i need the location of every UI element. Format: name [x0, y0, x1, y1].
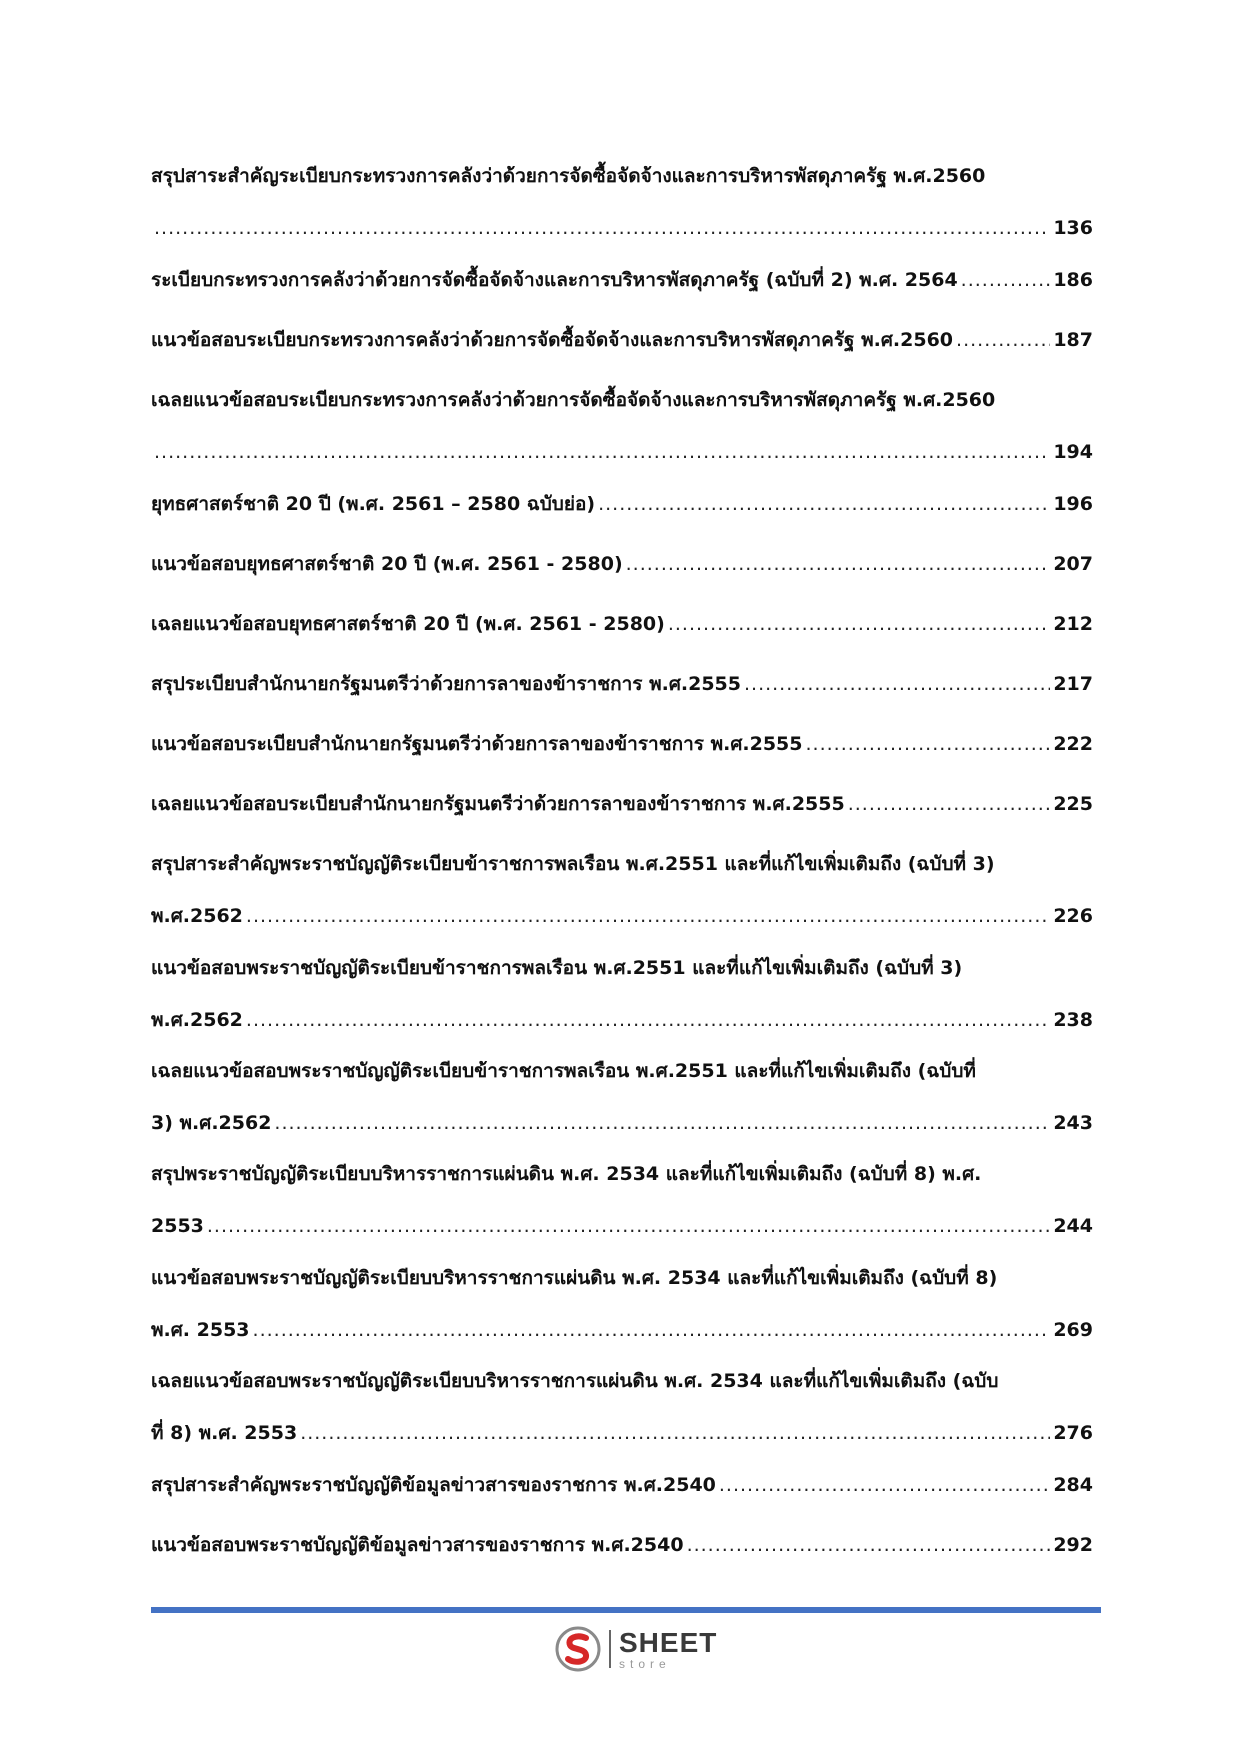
sheet-store-logo: [555, 1625, 717, 1673]
toc-page-number: 284: [1053, 1474, 1093, 1496]
dot-leader: [207, 1200, 1050, 1252]
toc-entry-text: แนวข้อสอบพระราชบัญญัติข้อมูลข่าวสารของราชการ พ.ศ.2540: [151, 1534, 684, 1556]
toc-entry-title: เฉลยแนวข้อสอบระเบียบกระทรวงการคลังว่าด้วยการจัดซื้อจัดจ้างและการบริหารพัสดุภาครัฐ พ.ศ.2560: [151, 389, 996, 411]
dot-leader: [154, 202, 1050, 254]
toc-entry[interactable]: [151, 1148, 1093, 1252]
toc-entry[interactable]: [151, 314, 1093, 366]
toc-entry-title: สรุปพระราชบัญญัติระเบียบบริหารราชการแผ่นดิน พ.ศ. 2534 และที่แก้ไขเพิ่มเติมถึง (ฉบับที่ 8) พ.ศ.: [151, 1163, 982, 1185]
toc-entry[interactable]: [151, 254, 1093, 306]
toc-page-number: 225: [1053, 793, 1093, 815]
dot-leader: [848, 778, 1051, 830]
dot-leader: [300, 1407, 1050, 1459]
dot-leader: [246, 890, 1050, 942]
toc-entry[interactable]: [151, 478, 1093, 530]
toc-entry-title: แนวข้อสอบพระราชบัญญัติระเบียบบริหารราชการแผ่นดิน พ.ศ. 2534 และที่แก้ไขเพิ่มเติมถึง (ฉบับที่ 8): [151, 1267, 998, 1289]
toc-page-number: 292: [1053, 1534, 1093, 1556]
dot-leader: [744, 658, 1050, 710]
toc-entry[interactable]: [151, 150, 1093, 254]
toc-entry-title: เฉลยแนวข้อสอบพระราชบัญญัติระเบียบบริหารราชการแผ่นดิน พ.ศ. 2534 และที่แก้ไขเพิ่มเติมถึง (ฉบับ: [151, 1370, 999, 1392]
logo-brand-text: SHEET: [619, 1626, 718, 1658]
toc-entry-title: เฉลยแนวข้อสอบพระราชบัญญัติระเบียบข้าราชการพลเรือน พ.ศ.2551 และที่แก้ไขเพิ่มเติมถึง (ฉบับที่: [151, 1060, 976, 1082]
dot-leader: [956, 314, 1050, 366]
footer-rule: [151, 1607, 1101, 1613]
toc-entry-text: เฉลยแนวข้อสอบยุทธศาสตร์ชาติ 20 ปี (พ.ศ. 2561 - 2580): [151, 613, 665, 635]
toc-page-number: 196: [1053, 493, 1093, 515]
toc-page-number: 238: [1053, 1009, 1093, 1031]
toc-entry[interactable]: [151, 838, 1093, 942]
toc-page-number: 222: [1053, 733, 1093, 755]
dot-leader: [961, 254, 1051, 306]
toc-entry-text: พ.ศ.2562: [151, 905, 243, 927]
sheet-store-logo-icon: [555, 1626, 601, 1672]
toc-entry-title: สรุปสาระสำคัญระเบียบกระทรวงการคลังว่าด้วยการจัดซื้อจัดจ้างและการบริหารพัสดุภาครัฐ พ.ศ.2560: [151, 165, 986, 187]
dot-leader: [274, 1097, 1050, 1149]
toc-page-number: 226: [1053, 905, 1093, 927]
toc-entry[interactable]: [151, 942, 1093, 1046]
logo-separator: [609, 1630, 611, 1668]
toc-entry-text: สรุปสาระสำคัญพระราชบัญญัติข้อมูลข่าวสารของราชการ พ.ศ.2540: [151, 1474, 716, 1496]
toc-entry[interactable]: [151, 374, 1093, 478]
toc-entry-title: สรุปสาระสำคัญพระราชบัญญัติระเบียบข้าราชการพลเรือน พ.ศ.2551 และที่แก้ไขเพิ่มเติมถึง (ฉบับที่ 3): [151, 853, 995, 875]
toc-entry-text: แนวข้อสอบยุทธศาสตร์ชาติ 20 ปี (พ.ศ. 2561 - 2580): [151, 553, 623, 575]
dot-leader: [598, 478, 1050, 530]
dot-leader: [806, 718, 1051, 770]
toc-entry-text: พ.ศ. 2553: [151, 1319, 250, 1341]
toc-entry-text: 3) พ.ศ.2562: [151, 1112, 272, 1134]
dot-leader: [253, 1304, 1051, 1356]
toc-page-number: 217: [1053, 673, 1093, 695]
dot-leader: [154, 426, 1050, 478]
toc-entry[interactable]: [151, 598, 1093, 650]
toc-page-number: 136: [1053, 217, 1093, 239]
toc-entry[interactable]: [151, 538, 1093, 590]
toc-page-number: 276: [1053, 1422, 1093, 1444]
toc-entry-text: ยุทธศาสตร์ชาติ 20 ปี (พ.ศ. 2561 – 2580 ฉบับย่อ): [151, 493, 596, 515]
dot-leader: [626, 538, 1051, 590]
toc-entry[interactable]: [151, 1252, 1093, 1356]
toc-entry-text: เฉลยแนวข้อสอบระเบียบสำนักนายกรัฐมนตรีว่าด้วยการลาของข้าราชการ พ.ศ.2555: [151, 793, 845, 815]
toc-entry[interactable]: [151, 778, 1093, 830]
dot-leader: [668, 598, 1050, 650]
toc-entry-text: แนวข้อสอบระเบียบกระทรวงการคลังว่าด้วยการจัดซื้อจัดจ้างและการบริหารพัสดุภาครัฐ พ.ศ.2560: [151, 329, 954, 351]
dot-leader: [246, 994, 1050, 1046]
toc-page-number: 194: [1053, 441, 1093, 463]
toc-entry-title: แนวข้อสอบพระราชบัญญัติระเบียบข้าราชการพลเรือน พ.ศ.2551 และที่แก้ไขเพิ่มเติมถึง (ฉบับที่ 3): [151, 957, 963, 979]
toc-page-number: 269: [1053, 1319, 1093, 1341]
toc-entry-text: ที่ 8) พ.ศ. 2553: [151, 1422, 298, 1444]
toc-entry-text: สรุประเบียบสำนักนายกรัฐมนตรีว่าด้วยการลาของข้าราชการ พ.ศ.2555: [151, 673, 741, 695]
toc-entry-text: แนวข้อสอบระเบียบสำนักนายกรัฐมนตรีว่าด้วยการลาของข้าราชการ พ.ศ.2555: [151, 733, 803, 755]
toc-page-number: 187: [1053, 329, 1093, 351]
toc-entry[interactable]: [151, 658, 1093, 710]
toc-entry-text: ระเบียบกระทรวงการคลังว่าด้วยการจัดซื้อจัดจ้างและการบริหารพัสดุภาครัฐ (ฉบับที่ 2) พ.ศ. 2564: [151, 269, 958, 291]
dot-leader: [687, 1519, 1051, 1571]
toc-entry-text: 2553: [151, 1215, 204, 1237]
toc-page-number: 244: [1053, 1215, 1093, 1237]
toc-entry[interactable]: [151, 718, 1093, 770]
toc-entry[interactable]: [151, 1519, 1093, 1571]
toc-page-number: 207: [1053, 553, 1093, 575]
toc-entry-text: พ.ศ.2562: [151, 1009, 243, 1031]
toc-entry[interactable]: [151, 1045, 1093, 1149]
logo-sub-text: store: [619, 1656, 671, 1671]
toc-entry[interactable]: [151, 1459, 1093, 1511]
toc-page-number: 212: [1053, 613, 1093, 635]
toc-page-number: 186: [1053, 269, 1093, 291]
toc-page-number: 243: [1053, 1112, 1093, 1134]
toc-entry[interactable]: [151, 1355, 1093, 1459]
dot-leader: [719, 1459, 1050, 1511]
